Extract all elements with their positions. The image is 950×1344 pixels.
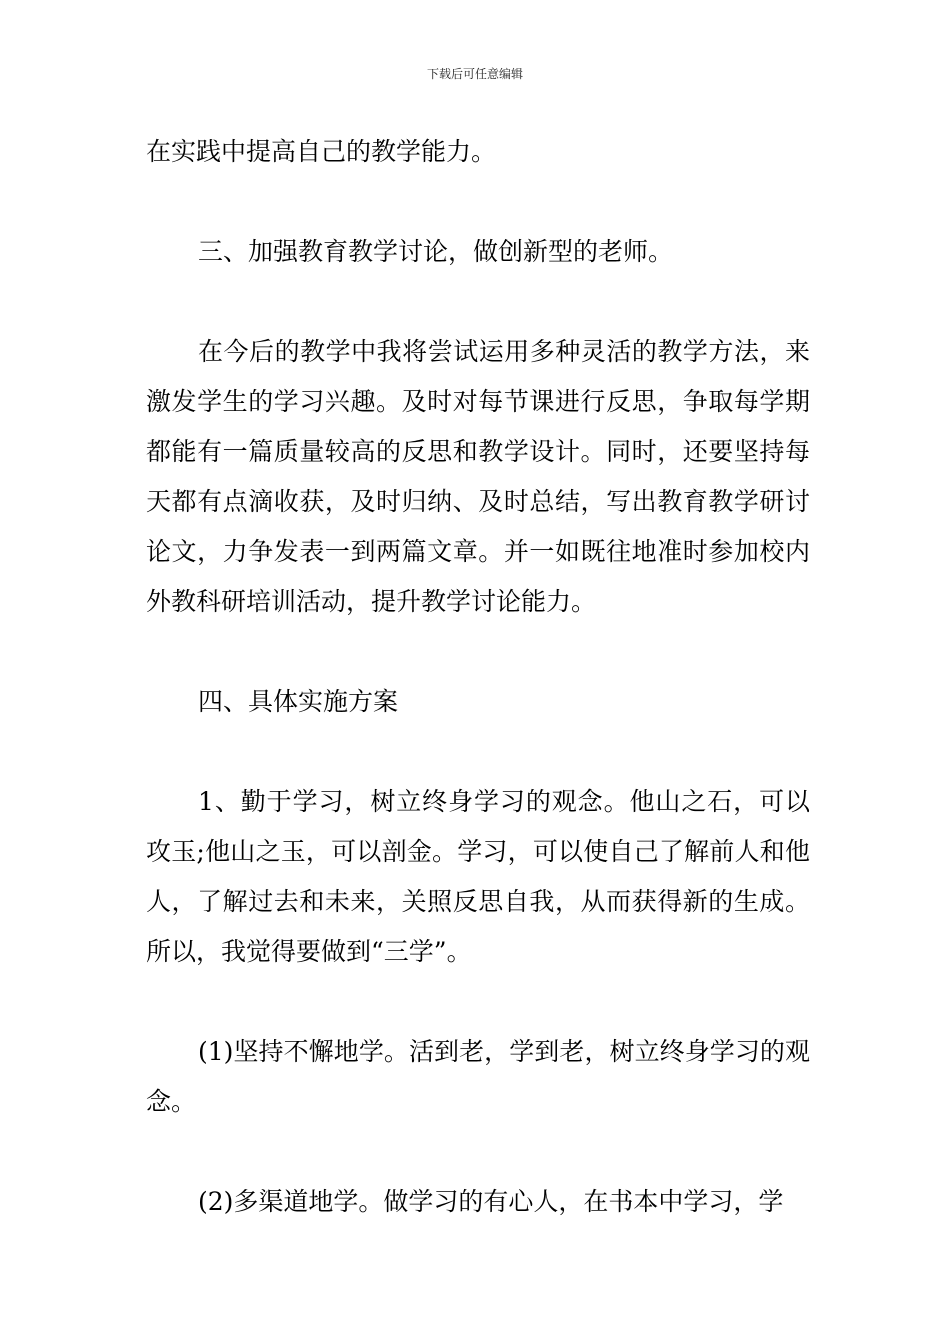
section-heading-3: 三、加强教育教学讨论，做创新型的老师。 [198, 237, 674, 266]
page-header: 下载后可任意编辑 [426, 67, 523, 81]
paragraph-lifelong-learning: 1、勤于学习，树立终身学习的观念。他山之石，可以攻玉;他山之玉，可以剖金。学习，可以使自己了解前人和他人，了解过去和未来，关照反思自我，从而获得新的生成。所以，我觉得要做到“三学”。 [146, 787, 810, 966]
paragraph-teaching-methods: 在今后的教学中我将尝试运用多种灵活的教学方法，来激发学生的学习兴趣。及时对每节课进行反思，争取每学期都能有一篇质量较高的反思和教学设计。同时，还要坚持每天都有点滴收获，及时归纳、及时总结，写出教育教学研讨论文，力争发表一到两篇文章。并一如既往地准时参加校内外教科研培训活动，提升教学讨论能力。 [146, 337, 810, 616]
paragraph-item-2: (2)多渠道地学。做学习的有心人，在书本中学习，学 [198, 1187, 784, 1216]
paragraph-continuation: 在实践中提高自己的教学能力。 [146, 137, 497, 166]
document-body [146, 127, 810, 1227]
section-heading-4: 四、具体实施方案 [198, 687, 399, 716]
paragraph-item-1: (1)坚持不懈地学。活到老，学到老，树立终身学习的观念。 [146, 1037, 810, 1116]
